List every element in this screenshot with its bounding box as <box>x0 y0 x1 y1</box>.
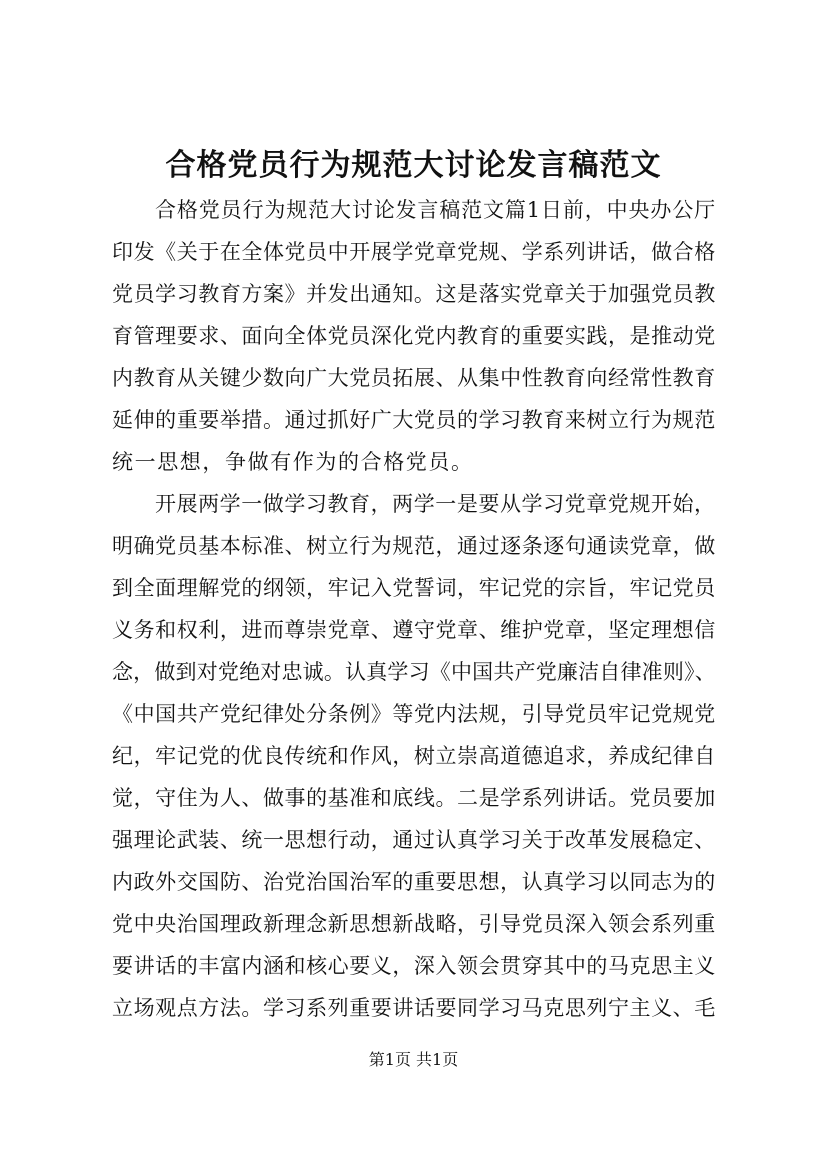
body-line: 念，做到对党绝对忠诚。认真学习《中国共产党廉洁自律准则》、 <box>112 660 716 684</box>
document-title: 合格党员行为规范大讨论发言稿范文 <box>165 148 662 183</box>
body-line: 《中国共产党纪律处分条例》等党内法规，引导党员牢记党规党 <box>112 702 716 726</box>
body-line: 统一思想，争做有作为的合格党员。 <box>112 450 474 474</box>
body-line: 开展两学一做学习教育，两学一是要从学习党章党规开始， <box>155 492 716 516</box>
body-line: 合格党员行为规范大讨论发言稿范文篇1日前，中央办公厅 <box>155 198 716 222</box>
body-line: 育管理要求、面向全体党员深化党内教育的重要实践，是推动党 <box>112 324 716 348</box>
body-line: 延伸的重要举措。通过抓好广大党员的学习教育来树立行为规范 <box>112 408 716 432</box>
body-line: 立场观点方法。学习系列重要讲话要同学习马克思列宁主义、毛 <box>112 996 716 1020</box>
body-line: 内教育从关键少数向广大党员拓展、从集中性教育向经常性教育 <box>112 366 716 390</box>
body-line: 强理论武装、统一思想行动，通过认真学习关于改革发展稳定、 <box>112 828 716 852</box>
body-line: 要讲话的丰富内涵和核心要义，深入领会贯穿其中的马克思主义 <box>112 954 716 978</box>
body-line: 觉，守住为人、做事的基准和底线。二是学系列讲话。党员要加 <box>112 786 716 810</box>
body-line: 党员学习教育方案》并发出通知。这是落实党章关于加强党员教 <box>112 282 716 306</box>
body-line: 到全面理解党的纲领，牢记入党誓词，牢记党的宗旨，牢记党员 <box>112 576 716 600</box>
body-line: 义务和权利，进而尊崇党章、遵守党章、维护党章，坚定理想信 <box>112 618 716 642</box>
body-line: 党中央治国理政新理念新思想新战略，引导党员深入领会系列重 <box>112 912 716 936</box>
body-line: 印发《关于在全体党员中开展学党章党规、学系列讲话，做合格 <box>112 240 716 264</box>
body-line: 明确党员基本标准、树立行为规范，通过逐条逐句通读党章，做 <box>112 534 716 558</box>
body-line: 纪，牢记党的优良传统和作风，树立崇高道德追求，养成纪律自 <box>112 744 716 768</box>
body-line: 内政外交国防、治党治国治军的重要思想，认真学习以同志为的 <box>112 870 716 894</box>
page-footer: 第1页 共1页 <box>368 1050 459 1069</box>
